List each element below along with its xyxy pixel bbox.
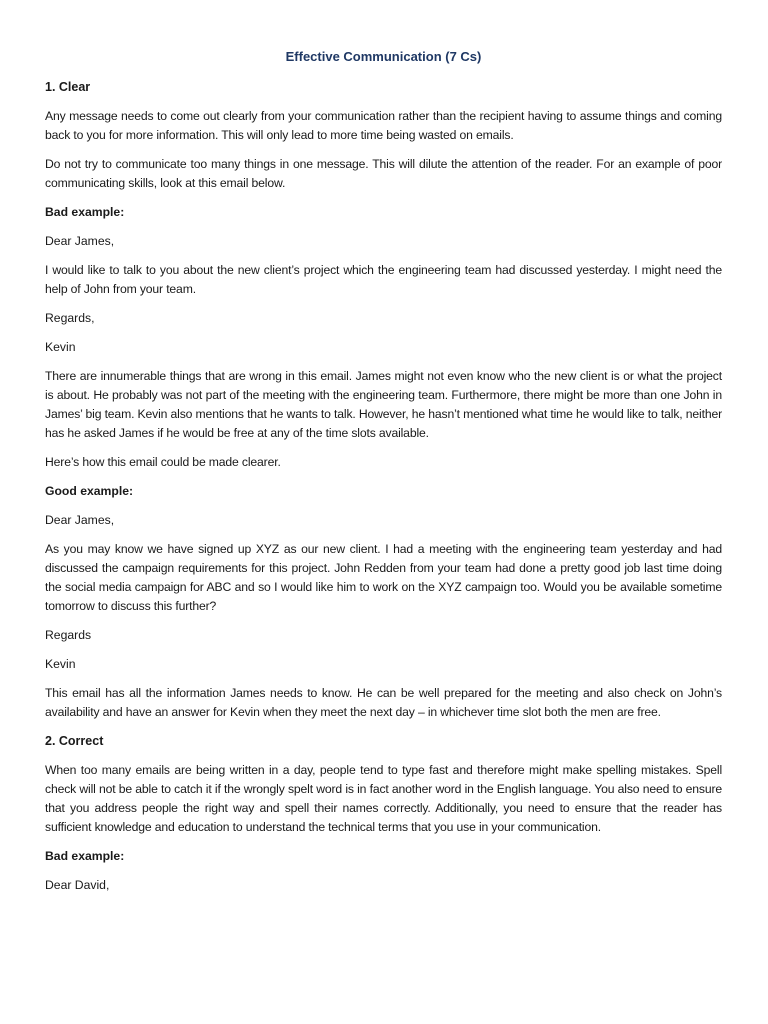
section-heading-clear: 1. Clear bbox=[45, 80, 91, 94]
email-salutation: Dear James, bbox=[45, 513, 115, 527]
email-closing: Regards, bbox=[45, 311, 95, 325]
email-signature: Kevin bbox=[45, 340, 76, 354]
email-salutation: Dear James, bbox=[45, 234, 115, 248]
paragraph: Do not try to communicate too many things in one message. This will dilute the attention of the reader. For an example of poor communicating skills, look at this email below. bbox=[45, 157, 722, 190]
bad-example-label: Bad example: bbox=[45, 849, 125, 863]
document-title: Effective Communication (7 Cs) bbox=[285, 49, 482, 64]
email-body: I would like to talk to you about the new client’s project which the engineering team had discussed yesterday. I might need the help of John from your team. bbox=[45, 263, 722, 296]
document-page bbox=[45, 48, 722, 905]
paragraph: This email has all the information James needs to know. He can be well prepared for the meeting and also check on John’s availability and have an answer for Kevin when they meet the next day – in whichever time slot both the men are free. bbox=[45, 686, 722, 719]
paragraph: When too many emails are being written in a day, people tend to type fast and therefore might make spelling mistakes. Spell check will not be able to catch it if the wrongly spelt word is in fact another word in the English language. You also need to ensure that you address people the right way and spell their names correctly. Additionally, you need to ensure that the reader has sufficient knowledge and education to understand the technical terms that you use in your communication. bbox=[45, 763, 722, 834]
paragraph: Here’s how this email could be made clearer. bbox=[45, 455, 281, 469]
email-body: As you may know we have signed up XYZ as our new client. I had a meeting with the engineering team yesterday and had discussed the campaign requirements for this project. John Redden from your team had done a pretty good job last time doing the social media campaign for ABC and so I would like him to work on the XYZ campaign too. Would you be available sometime tomorrow to discuss this further? bbox=[45, 542, 722, 613]
good-example-label: Good example: bbox=[45, 484, 134, 498]
email-signature: Kevin bbox=[45, 657, 76, 671]
section-heading-correct: 2. Correct bbox=[45, 734, 104, 748]
email-salutation: Dear David, bbox=[45, 878, 110, 892]
email-closing: Regards bbox=[45, 628, 92, 642]
bad-example-label: Bad example: bbox=[45, 205, 125, 219]
paragraph: Any message needs to come out clearly from your communication rather than the recipient having to assume things and coming back to you for more information. This will only lead to more time being wasted on emails. bbox=[45, 109, 722, 142]
paragraph: There are innumerable things that are wrong in this email. James might not even know who the new client is or what the project is about. He probably was not part of the meeting with the engineering team. Furthermore, there might be more than one John in James’ big team. Kevin also mentions that he wants to talk. However, he hasn’t mentioned what time he would like to talk, neither has he asked James if he would be free at any of the time slots available. bbox=[45, 369, 722, 440]
